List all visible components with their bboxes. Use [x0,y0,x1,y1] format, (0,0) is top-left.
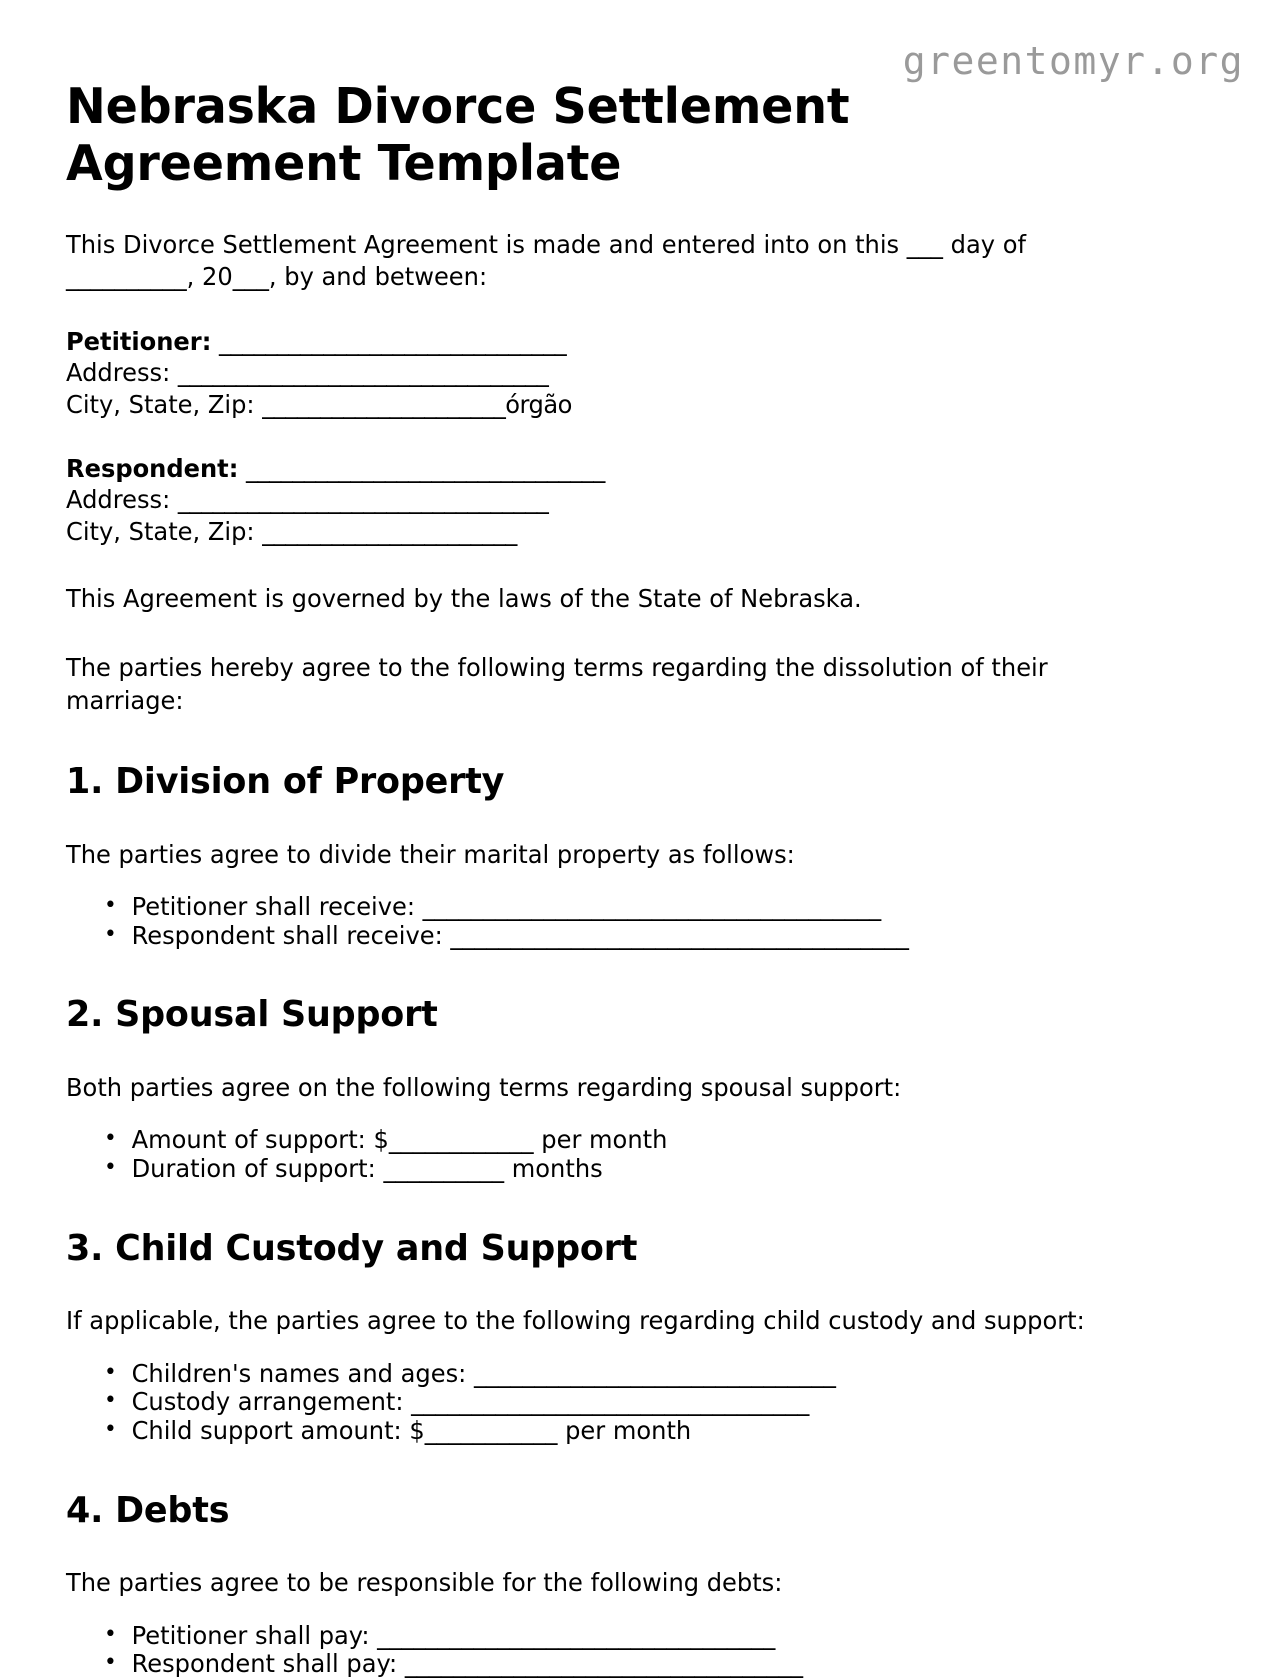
page-title: Nebraska Divorce Settlement Agreement Template [66,78,850,193]
section-bullets-3 [66,1360,1176,1446]
petitioner-city-label: City, State, Zip: [66,390,255,419]
list-item[interactable]: • Duration of support: __________ months [104,1155,1160,1184]
petitioner-address-row [66,357,1159,389]
petitioner-label: Petitioner: [66,326,212,356]
respondent-city-row [66,516,1159,548]
list-item[interactable]: • Child support amount: $___________ per month [104,1417,1160,1446]
list-item[interactable]: • Petitioner shall pay: _________________________________ [104,1622,1160,1651]
petitioner-name-row [66,326,1159,358]
respondent-city-blank[interactable]: ______________________ [262,516,517,546]
document-content [66,78,1176,1679]
section-bullets-2 [66,1126,1176,1183]
respondent-name-row [66,453,1159,485]
section-heading-2: 2. Spousal Support [66,994,438,1036]
list-item[interactable]: • Respondent shall receive: ______________________________________ [104,922,1160,951]
list-item[interactable]: • Petitioner shall receive: ______________________________________ [104,893,1160,922]
list-item[interactable]: • Amount of support: $____________ per month [104,1126,1160,1155]
list-item[interactable]: • Children's names and ages: ______________________________ [104,1360,1160,1389]
petitioner-name-blank[interactable]: ______________________________ [219,326,567,356]
list-item[interactable]: • Custody arrangement: _________________________________ [104,1388,1160,1417]
respondent-name-blank[interactable]: _______________________________ [246,453,605,483]
section-lead-2: Both parties agree on the following terms regarding spousal support: [66,1072,902,1102]
petitioner-block [66,326,1159,421]
section-heading-1: 1. Division of Property [66,761,505,803]
terms-intro-paragraph: The parties hereby agree to the following terms regarding the dissolution of their marriage: [66,652,1048,715]
intro-paragraph: This Divorce Settlement Agreement is made and entered into on this ___ day of __________, 20___, by and between: [66,229,1026,292]
section-bullets-4 [66,1622,1176,1679]
section-heading-3: 3. Child Custody and Support [66,1227,638,1269]
respondent-address-blank[interactable]: ________________________________ [177,485,549,515]
respondent-address-row [66,484,1159,516]
site-watermark: greentomyr.org [902,39,1244,83]
section-bullets-1 [66,893,1176,950]
respondent-label: Respondent: [66,453,239,483]
respondent-address-label: Address: [66,485,171,515]
respondent-city-label: City, State, Zip: [66,516,255,546]
section-heading-4: 4. Debts [66,1489,230,1531]
respondent-block [66,453,1159,548]
petitioner-city-row [66,389,1159,421]
section-lead-4: The parties agree to be responsible for the following debts: [66,1568,783,1597]
petitioner-address-label: Address: [66,358,171,388]
petitioner-city-blank[interactable]: _____________________órgão [262,390,572,419]
section-lead-3: If applicable, the parties agree to the following regarding child custody and support: [66,1306,1085,1336]
governing-law-paragraph: This Agreement is governed by the laws of the State of Nebraska. [66,584,862,614]
petitioner-address-blank[interactable]: ________________________________ [177,358,549,388]
list-item[interactable]: • Respondent shall pay: _________________________________ [104,1650,1160,1679]
section-lead-1: The parties agree to divide their marital property as follows: [66,839,795,869]
